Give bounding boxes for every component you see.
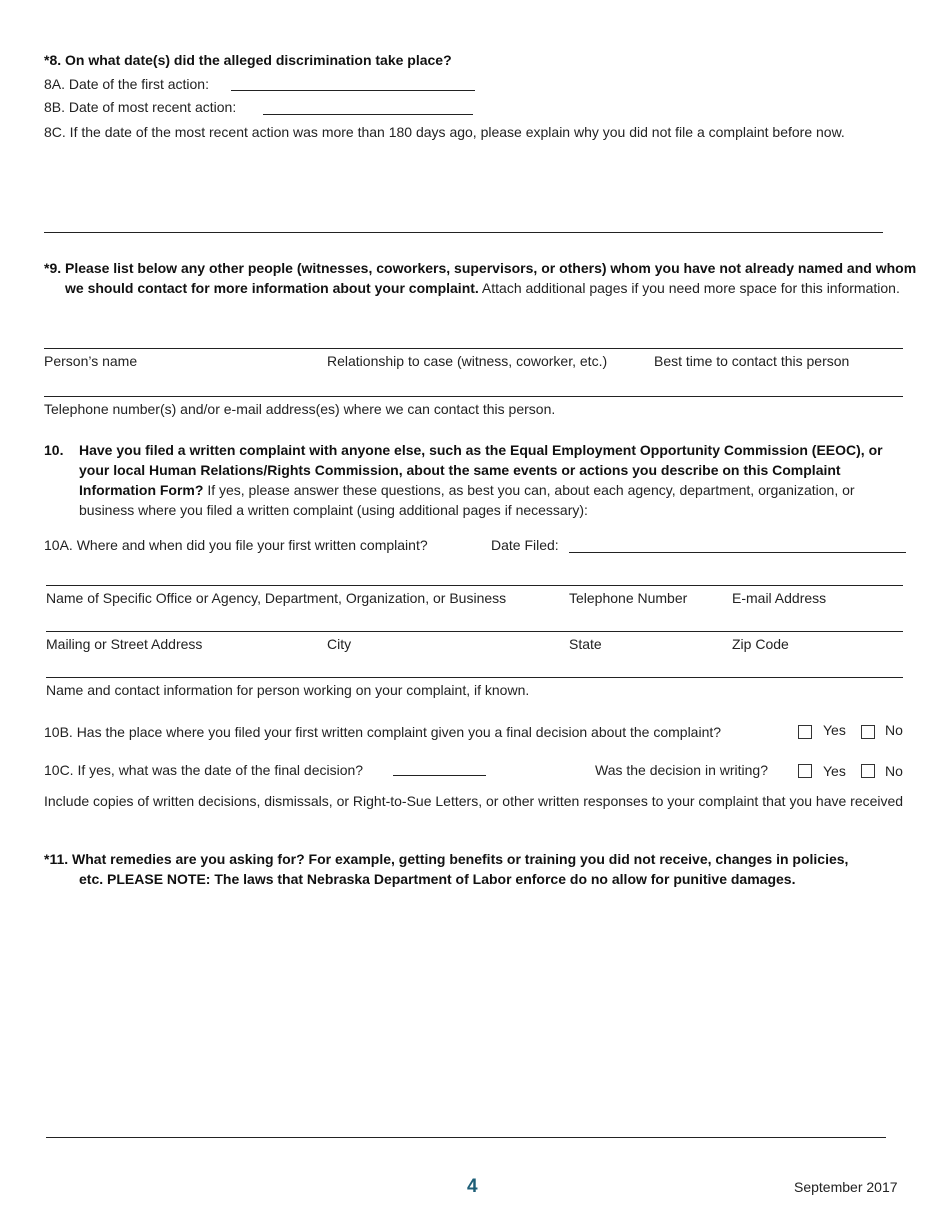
q10-col-city: City bbox=[327, 636, 352, 652]
q9-col-relationship: Relationship to case (witness, coworker, etc.) bbox=[327, 353, 608, 369]
q8c-answer-line[interactable] bbox=[44, 232, 883, 233]
q10-contact-person-line[interactable] bbox=[46, 677, 903, 678]
question-10-note: If yes, please answer these questions, as best you can, about each agency, department, organization, or business where you filed a written complaint (using additional pages if necessary): bbox=[79, 482, 855, 518]
q10-col-email: E-mail Address bbox=[732, 590, 827, 606]
q10c-no-checkbox[interactable] bbox=[861, 764, 875, 778]
question-9-text bbox=[44, 258, 929, 298]
q10b-no-checkbox[interactable] bbox=[861, 725, 875, 739]
q8b-label: 8B. Date of most recent action: bbox=[44, 99, 237, 115]
q10-col-phone: Telephone Number bbox=[569, 590, 688, 606]
q10-contact-person-label: Name and contact information for person working on your complaint, if known. bbox=[46, 682, 530, 698]
question-9-note: Attach additional pages if you need more space for this information. bbox=[478, 280, 900, 296]
question-10-number: 10. bbox=[44, 442, 64, 458]
q9-col-best-time: Best time to contact this person bbox=[654, 353, 850, 369]
q10b-yes-checkbox[interactable] bbox=[798, 725, 812, 739]
q8a-label: 8A. Date of the first action: bbox=[44, 76, 209, 92]
q10-office-line[interactable] bbox=[46, 585, 903, 586]
q10a-date-filed-field[interactable] bbox=[569, 552, 906, 553]
q10c-label: 10C. If yes, what was the date of the final decision? bbox=[44, 762, 364, 778]
question-10-title: Have you filed a written complaint with anyone else, such as the Equal Employment Opportunity Commission (EEOC), or your local Human Relations/Rights Commission, about the same events or actions you describe on this Complaint Information Form? bbox=[79, 442, 883, 498]
q10c-in-writing-label: Was the decision in writing? bbox=[595, 762, 769, 778]
q10-address-line[interactable] bbox=[46, 631, 903, 632]
q10-col-mailing: Mailing or Street Address bbox=[46, 636, 203, 652]
q10c-no-label: No bbox=[885, 763, 903, 779]
q8a-date-field[interactable] bbox=[231, 90, 475, 91]
q9-person-line[interactable] bbox=[44, 348, 903, 349]
q9-col-person-name: Person’s name bbox=[44, 353, 138, 369]
q9-contact-line[interactable] bbox=[44, 396, 903, 397]
q10a-label: 10A. Where and when did you file your first written complaint? bbox=[44, 537, 428, 553]
page-number: 4 bbox=[467, 1176, 478, 1197]
question-9-title: *9. Please list below any other people (witnesses, coworkers, supervisors, or others) whom you have not already named and whom we should contact for more information about your complaint. bbox=[44, 260, 917, 296]
q8c-text: 8C. If the date of the most recent action was more than 180 days ago, please explain why you did not file a complaint before now. bbox=[44, 124, 845, 140]
q10c-yes-label: Yes bbox=[823, 763, 846, 779]
q10-col-state: State bbox=[569, 636, 602, 652]
question-11-title-line2: etc. PLEASE NOTE: The laws that Nebraska Department of Labor enforce do no allow for punitive damages. bbox=[79, 871, 796, 887]
q11-answer-line[interactable] bbox=[46, 1137, 886, 1138]
q9-contact-label: Telephone number(s) and/or e-mail address(es) where we can contact this person. bbox=[44, 401, 556, 417]
question-11-title-line1: *11. What remedies are you asking for? For example, getting benefits or training you did not receive, changes in policies, bbox=[44, 851, 849, 867]
q10b-no-label: No bbox=[885, 722, 903, 738]
question-10-text bbox=[79, 440, 907, 520]
question-8-title: *8. On what date(s) did the alleged discrimination take place? bbox=[44, 52, 452, 68]
q10a-date-filed-label: Date Filed: bbox=[491, 537, 559, 553]
q10b-label: 10B. Has the place where you filed your first written complaint given you a final decision about the complaint? bbox=[44, 724, 722, 740]
q10-col-zip: Zip Code bbox=[732, 636, 789, 652]
q10c-date-field[interactable] bbox=[393, 775, 486, 776]
q10-include-copies-text: Include copies of written decisions, dismissals, or Right-to-Sue Letters, or other written responses to your complaint that you have received bbox=[44, 793, 904, 809]
footer-date: September 2017 bbox=[794, 1179, 898, 1195]
q8b-date-field[interactable] bbox=[263, 114, 473, 115]
q10c-yes-checkbox[interactable] bbox=[798, 764, 812, 778]
q10b-yes-label: Yes bbox=[823, 722, 846, 738]
q10-col-office: Name of Specific Office or Agency, Department, Organization, or Business bbox=[46, 590, 507, 606]
